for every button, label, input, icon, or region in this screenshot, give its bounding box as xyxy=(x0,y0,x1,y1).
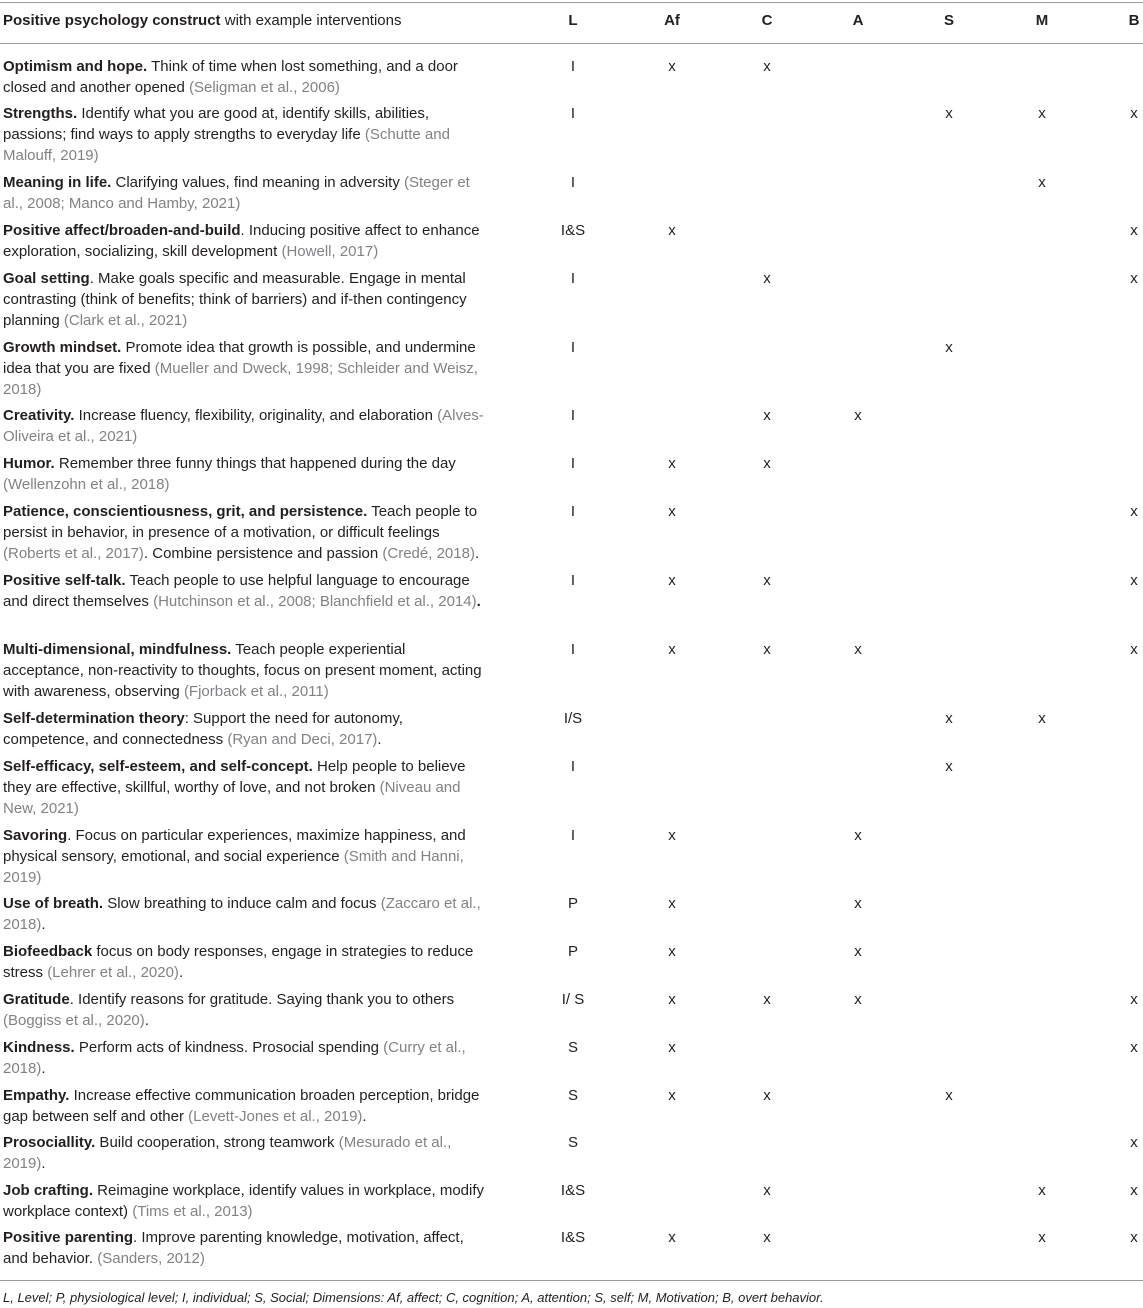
construct-description xyxy=(3,220,488,262)
construct-description xyxy=(3,639,488,702)
cell-cognition: x xyxy=(763,58,771,75)
construct-text-tail: . xyxy=(377,731,382,748)
construct-text: : Support the need for autonomy, competence, and connectedness xyxy=(3,710,403,748)
construct-title: Job crafting. xyxy=(3,1182,94,1199)
construct-text: . Make goals specific and measurable. Engage in mental contrasting (think of benefits; think of barriers) and if-then contingency planning xyxy=(3,270,467,329)
cell-attention: x xyxy=(854,991,862,1008)
cell-self: x xyxy=(945,710,953,727)
construct-column-header: Positive psychology construct with example interventions xyxy=(3,12,402,29)
cell-level: I xyxy=(570,270,576,287)
citation: (Seligman et al., 2006) xyxy=(188,79,340,96)
cell-affect: x xyxy=(668,222,676,239)
cell-level: I&S xyxy=(560,1182,586,1199)
cell-affect: x xyxy=(668,503,676,520)
table-bottom-rule xyxy=(0,1280,1143,1281)
construct-title: Positive parenting xyxy=(3,1229,134,1246)
construct-text: Think of time when lost something, and a door closed and another opened xyxy=(3,58,458,96)
cell-level: P xyxy=(567,895,578,912)
citation: (Sanders, 2012) xyxy=(97,1250,205,1267)
cell-motivation: x xyxy=(1038,174,1046,191)
cell-level: I xyxy=(570,339,576,356)
cell-affect: x xyxy=(668,1039,676,1056)
header-rule xyxy=(0,43,1143,44)
construct-text: Help people to believe they are effective, skillful, worthy of love, and not broken xyxy=(3,758,466,796)
construct-description xyxy=(3,570,488,612)
cell-level: I xyxy=(570,455,576,472)
cell-behavior: x xyxy=(1130,105,1138,122)
construct-text: . Improve parenting knowledge, motivation, affect, and behavior. xyxy=(3,1229,464,1267)
construct-title: Humor. xyxy=(3,455,55,472)
construct-description xyxy=(3,268,488,331)
construct-title: Meaning in life. xyxy=(3,174,112,191)
cell-level: I xyxy=(570,503,576,520)
construct-text: Build cooperation, strong teamwork xyxy=(95,1134,339,1151)
cell-motivation: x xyxy=(1038,710,1046,727)
construct-description xyxy=(3,1227,488,1269)
construct-description xyxy=(3,893,488,935)
cell-cognition: x xyxy=(763,641,771,658)
construct-title: Biofeedback xyxy=(3,943,93,960)
cell-level: S xyxy=(567,1039,578,1056)
cell-level: I xyxy=(570,407,576,424)
construct-text: Increase effective communication broaden perception, bridge gap between self and other xyxy=(3,1087,480,1125)
citation: (Lehrer et al., 2020) xyxy=(47,964,179,981)
construct-description xyxy=(3,337,488,400)
column-header-affect: Af xyxy=(664,12,680,29)
cell-behavior: x xyxy=(1130,1039,1138,1056)
cell-level: I xyxy=(570,758,576,775)
cell-affect: x xyxy=(668,1229,676,1246)
citation: (Clark et al., 2021) xyxy=(63,312,188,329)
citation: (Steger et al., 2008; Manco and Hamby, 2021) xyxy=(3,174,470,212)
cell-level: I xyxy=(570,572,576,589)
construct-text: Increase fluency, flexibility, originality, and elaboration xyxy=(74,407,438,424)
construct-title: Multi-dimensional, mindfulness. xyxy=(3,641,232,658)
construct-text-tail: . xyxy=(178,964,184,981)
construct-text: . Focus on particular experiences, maximize happiness, and physical sensory, emotional, and social experience xyxy=(3,827,466,865)
construct-text: Teach people to use helpful language to encourage and direct themselves xyxy=(3,572,470,610)
citation: (Smith and Hanni, 2019) xyxy=(3,848,464,886)
cell-affect: x xyxy=(668,572,676,589)
construct-title: Patience, conscientiousness, grit, and persistence. xyxy=(3,503,368,520)
construct-text: Remember three funny things that happened during the day xyxy=(54,455,456,472)
construct-text-tail: . xyxy=(362,1108,367,1125)
cell-cognition: x xyxy=(763,991,771,1008)
column-header-cognition: C xyxy=(761,12,773,29)
construct-title: Goal setting xyxy=(3,270,90,287)
construct-text: Clarifying values, find meaning in adversity xyxy=(111,174,404,191)
construct-title: Savoring xyxy=(3,827,68,844)
cell-behavior: x xyxy=(1130,222,1138,239)
construct-description xyxy=(3,56,488,98)
construct-description xyxy=(3,989,488,1031)
cell-behavior: x xyxy=(1130,991,1138,1008)
construct-title: Strengths. xyxy=(3,105,78,122)
citation: (Howell, 2017) xyxy=(281,243,379,260)
construct-text-tail: . xyxy=(144,1012,149,1029)
cell-cognition: x xyxy=(763,270,771,287)
construct-text-tail: . xyxy=(41,1155,46,1172)
cell-attention: x xyxy=(854,895,862,912)
cell-affect: x xyxy=(668,827,676,844)
cell-level: I/ S xyxy=(561,991,585,1008)
citation: (Roberts et al., 2017) xyxy=(3,545,144,562)
cell-behavior: x xyxy=(1130,641,1138,658)
construct-text: . Identify reasons for gratitude. Saying thank you to others xyxy=(69,991,455,1008)
column-header-attention: A xyxy=(852,12,864,29)
cell-level: I xyxy=(570,827,576,844)
construct-text: . Inducing positive affect to enhance exploration, socializing, skill development xyxy=(3,222,480,260)
construct-text-tail: . Combine persistence and passion xyxy=(143,545,383,562)
cell-motivation: x xyxy=(1038,105,1046,122)
citation: (Boggiss et al., 2020) xyxy=(3,1012,145,1029)
cell-affect: x xyxy=(668,991,676,1008)
construct-title: Positive affect/broaden-and-build xyxy=(3,222,241,239)
construct-text-tail: . xyxy=(476,593,481,610)
cell-behavior: x xyxy=(1130,572,1138,589)
cell-motivation: x xyxy=(1038,1229,1046,1246)
construct-text: Reimagine workplace, identify values in workplace, modify workplace context) xyxy=(3,1182,485,1220)
citation: (Tims et al., 2013) xyxy=(132,1203,253,1220)
construct-title: Growth mindset. xyxy=(3,339,122,356)
cell-cognition: x xyxy=(763,407,771,424)
column-header-behavior: B xyxy=(1128,12,1140,29)
construct-description xyxy=(3,501,488,564)
cell-behavior: x xyxy=(1130,270,1138,287)
cell-level: S xyxy=(567,1087,578,1104)
construct-text-tail: . xyxy=(474,545,480,562)
cell-cognition: x xyxy=(763,572,771,589)
construct-title: Optimism and hope. xyxy=(3,58,148,75)
cell-attention: x xyxy=(854,827,862,844)
table-footnote: L, Level; P, physiological level; I, individual; S, Social; Dimensions: Af, affect; C, cognition; A, attention; S, self; M, Motivation; B, overt behavior. xyxy=(3,1290,824,1305)
citation: (Credé, 2018) xyxy=(382,545,475,562)
cell-affect: x xyxy=(668,1087,676,1104)
citation: (Mesurado et al., 2019) xyxy=(3,1134,452,1172)
construct-text-tail: . xyxy=(41,916,46,933)
construct-description xyxy=(3,103,488,166)
construct-description xyxy=(3,1085,488,1127)
cell-affect: x xyxy=(668,455,676,472)
construct-text: Identify what you are good at, identify skills, abilities, passions; find ways to apply strengths to everyday life xyxy=(3,105,430,143)
citation: (Alves-Oliveira et al., 2021) xyxy=(3,407,484,445)
construct-description xyxy=(3,1132,488,1174)
citation: (Levett-Jones et al., 2019) xyxy=(188,1108,363,1125)
construct-title: Empathy. xyxy=(3,1087,70,1104)
citation: (Schutte and Malouff, 2019) xyxy=(3,126,450,164)
table-top-rule xyxy=(0,2,1143,3)
construct-description xyxy=(3,708,488,750)
cell-affect: x xyxy=(668,641,676,658)
cell-level: I xyxy=(570,641,576,658)
cell-attention: x xyxy=(854,407,862,424)
cell-self: x xyxy=(945,105,953,122)
cell-behavior: x xyxy=(1130,1134,1138,1151)
cell-self: x xyxy=(945,758,953,775)
cell-level: S xyxy=(567,1134,578,1151)
cell-self: x xyxy=(945,1087,953,1104)
construct-text: Slow breathing to induce calm and focus xyxy=(103,895,381,912)
cell-cognition: x xyxy=(763,1087,771,1104)
cell-level: I xyxy=(570,105,576,122)
cell-attention: x xyxy=(854,641,862,658)
citation: (Fjorback et al., 2011) xyxy=(183,683,329,700)
citation: (Ryan and Deci, 2017) xyxy=(227,731,378,748)
cell-cognition: x xyxy=(763,455,771,472)
construct-description xyxy=(3,405,488,447)
citation: (Niveau and New, 2021) xyxy=(3,779,461,817)
construct-text: Teach people experiential acceptance, non-reactivity to thoughts, focus on present moment, acting with awareness, observing xyxy=(3,641,482,700)
construct-description xyxy=(3,1180,488,1222)
cell-motivation: x xyxy=(1038,1182,1046,1199)
construct-text: Promote idea that growth is possible, and undermine idea that you are fixed xyxy=(3,339,476,377)
citation: (Curry et al., 2018) xyxy=(3,1039,466,1077)
construct-title: Gratitude xyxy=(3,991,70,1008)
cell-level: I&S xyxy=(560,222,586,239)
cell-affect: x xyxy=(668,895,676,912)
construct-title: Self-determination theory xyxy=(3,710,185,727)
construct-description xyxy=(3,941,488,983)
construct-description xyxy=(3,1037,488,1079)
cell-level: I/S xyxy=(563,710,583,727)
cell-behavior: x xyxy=(1130,1229,1138,1246)
column-header-level: L xyxy=(568,12,578,29)
construct-text: Perform acts of kindness. Prosocial spending xyxy=(74,1039,384,1056)
column-header-motivation: M xyxy=(1035,12,1049,29)
cell-attention: x xyxy=(854,943,862,960)
column-header-self: S xyxy=(943,12,954,29)
cell-affect: x xyxy=(668,943,676,960)
citation: (Zaccaro et al., 2018) xyxy=(3,895,481,933)
cell-self: x xyxy=(945,339,953,356)
cell-level: I&S xyxy=(560,1229,586,1246)
cell-level: P xyxy=(567,943,578,960)
construct-title: Use of breath. xyxy=(3,895,104,912)
construct-description xyxy=(3,172,488,214)
construct-title: Creativity. xyxy=(3,407,75,424)
cell-cognition: x xyxy=(763,1182,771,1199)
cell-cognition: x xyxy=(763,1229,771,1246)
citation: (Hutchinson et al., 2008; Blanchfield et al., 2014) xyxy=(153,593,477,610)
construct-text: Teach people to persist in behavior, in presence of a motivation, or difficult feelings xyxy=(3,503,478,541)
construct-title: Positive self-talk. xyxy=(3,572,126,589)
construct-text-tail: . xyxy=(41,1060,46,1077)
construct-description xyxy=(3,756,488,819)
cell-behavior: x xyxy=(1130,503,1138,520)
cell-level: I xyxy=(570,174,576,191)
construct-title: Prosociallity. xyxy=(3,1134,96,1151)
construct-title: Self-efficacy, self-esteem, and self-concept. xyxy=(3,758,313,775)
cell-level: I xyxy=(570,58,576,75)
construct-title: Kindness. xyxy=(3,1039,75,1056)
citation: (Wellenzohn et al., 2018) xyxy=(3,476,170,493)
citation: (Mueller and Dweck, 1998; Schleider and Weisz, 2018) xyxy=(3,360,478,398)
construct-description xyxy=(3,453,488,495)
construct-description xyxy=(3,825,488,888)
cell-behavior: x xyxy=(1130,1182,1138,1199)
cell-affect: x xyxy=(668,58,676,75)
construct-text: focus on body responses, engage in strategies to reduce stress xyxy=(3,943,474,981)
